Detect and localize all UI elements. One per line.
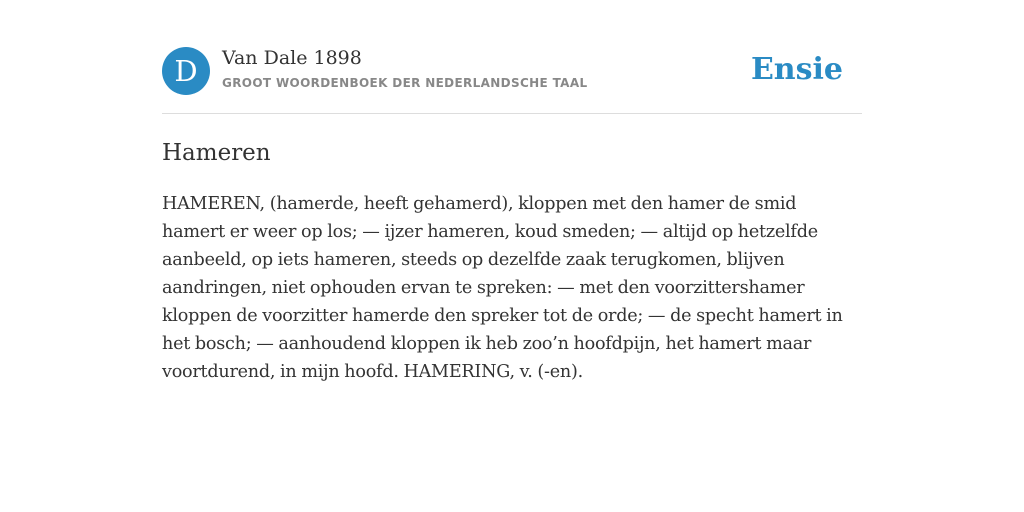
definition-text: HAMEREN, (hamerde, heeft gehamerd), kloppen met den hamer de smid hamert er weer op los; — ijzer hameren, koud smeden; — altijd op hetzelfde aanbeeld, op iets hameren, steeds op dezelfde zaak terugkomen, blijven aandringen, niet ophouden ervan te spreken: — met den voorzittershamer kloppen de voorzitter hamerde den spreker tot de orde; — de specht hamert in het bosch; — aanhoudend kloppen ik heb zoo’n hoofdpijn, het hamert maar voortdurend, in mijn hoofd. HAMERING, v. (-en). <box>162 194 843 382</box>
source-avatar[interactable]: D <box>162 47 210 95</box>
header <box>162 46 862 96</box>
source-title[interactable]: Van Dale 1898 <box>222 47 362 69</box>
source-subtitle: GROOT WOORDENBOEK DER NEDERLANDSCHE TAAL <box>222 76 588 90</box>
page-title: Hameren <box>162 140 271 166</box>
ensie-logo[interactable]: Ensie <box>750 52 843 87</box>
header-divider <box>162 113 862 114</box>
